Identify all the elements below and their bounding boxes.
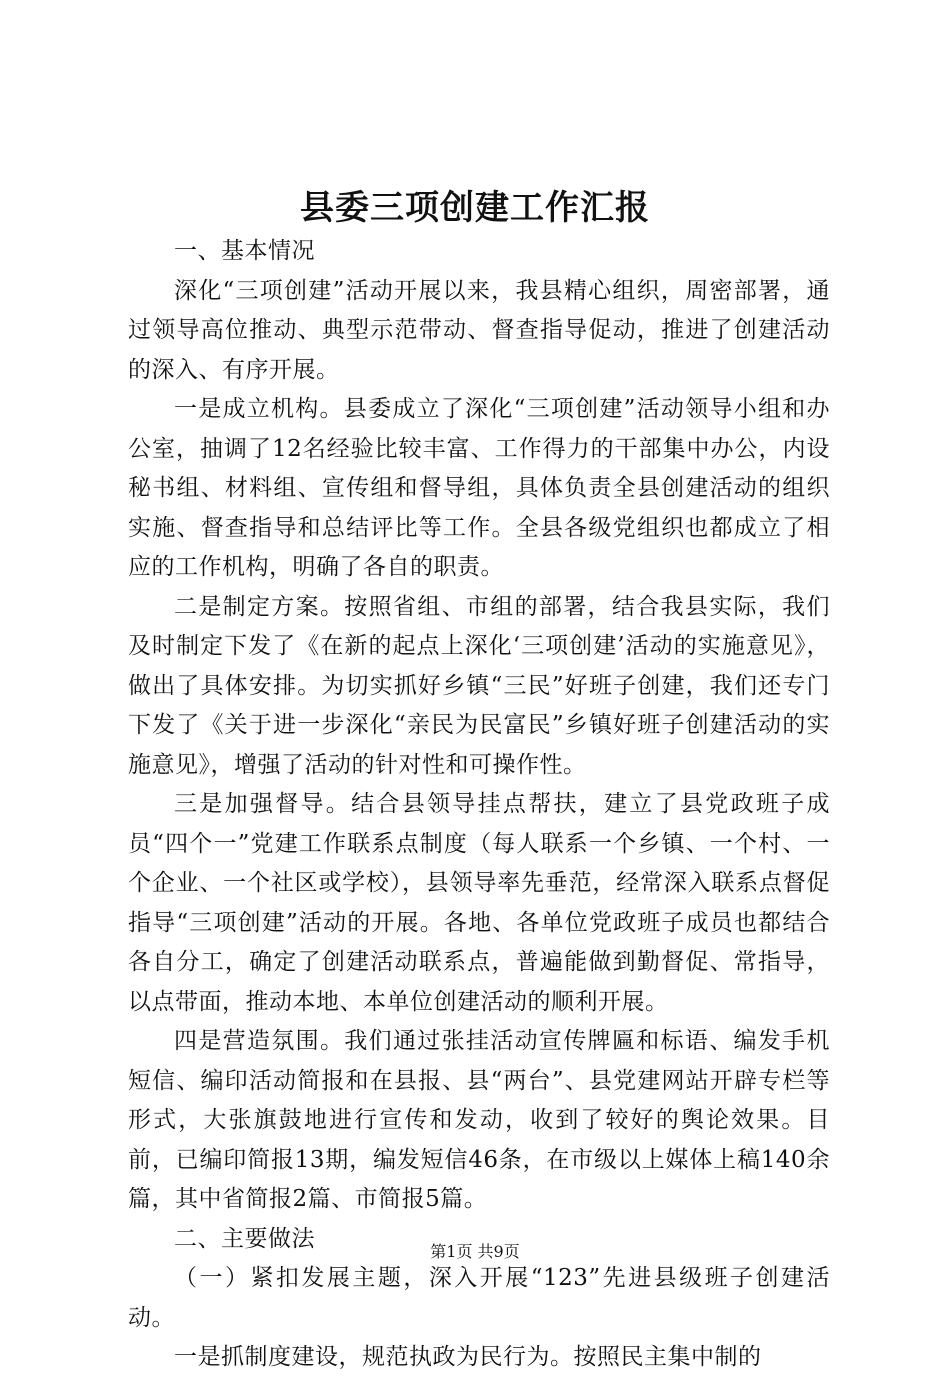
paragraph-subheading-1: （一）紧扣发展主题，深入开展“123”先进县级班子创建活动。	[128, 1265, 830, 1331]
section-heading-basic: 一、基本情况	[174, 238, 315, 264]
paragraph-system-building: 一是抓制度建设，规范执政为民行为。按照民主集中制的	[174, 1344, 762, 1370]
section-heading-practices: 二、主要做法	[174, 1225, 315, 1252]
paragraph-atmosphere: 四是营造氛围。我们通过张挂活动宣传牌匾和标语、编发手机短信、编印活动简报和在县报、县“两台”、县党建网站开辟专栏等形式，大张旗鼓地进行宣传和发动，收到了较好的舆论效果。目前，已编印简报13期，编发短信46条，在市级以上媒体上稿140余篇，其中省简报2篇、市简报5篇。	[128, 1028, 830, 1212]
paragraph-intro: 深化“三项创建”活动开展以来，我县精心组织，周密部署，通过领导高位推动、典型示范带动、督查指导促动，推进了创建活动的深入、有序开展。	[128, 277, 830, 383]
page-number-footer: 第1页 共9页	[430, 1242, 520, 1261]
paragraph-supervision: 三是加强督导。结合县领导挂点帮扶，建立了县党政班子成员“四个一”党建工作联系点制度（每人联系一个乡镇、一个村、一个企业、一个社区或学校），县领导率先垂范，经常深入联系点督促指导“三项创建”活动的开展。各地、各单位党政班子成员也都结合各自分工，确定了创建活动联系点，普遍能做到勤督促、常指导，以点带面，推动本地、本单位创建活动的顺利开展。	[128, 791, 830, 1015]
paragraph-organization: 一是成立机构。县委成立了深化“三项创建”活动领导小组和办公室，抽调了12名经验比较丰富、工作得力的干部集中办公，内设秘书组、材料组、宣传组和督导组，具体负责全县创建活动的组织实施、督查指导和总结评比等工作。全县各级党组织也都成立了相应的工作机构，明确了各自的职责。	[128, 396, 830, 580]
document-title: 县委三项创建工作汇报	[300, 188, 650, 228]
document-body	[128, 232, 830, 1378]
paragraph-plan: 二是制定方案。按照省组、市组的部署，结合我县实际，我们及时制定下发了《在新的起点上深化‘三项创建’活动的实施意见》，做出了具体安排。为切实抓好乡镇“三民”好班子创建，我们还专门下发了《关于进一步深化“亲民为民富民”乡镇好班子创建活动的实施意见》，增强了活动的针对性和可操作性。	[128, 593, 830, 778]
